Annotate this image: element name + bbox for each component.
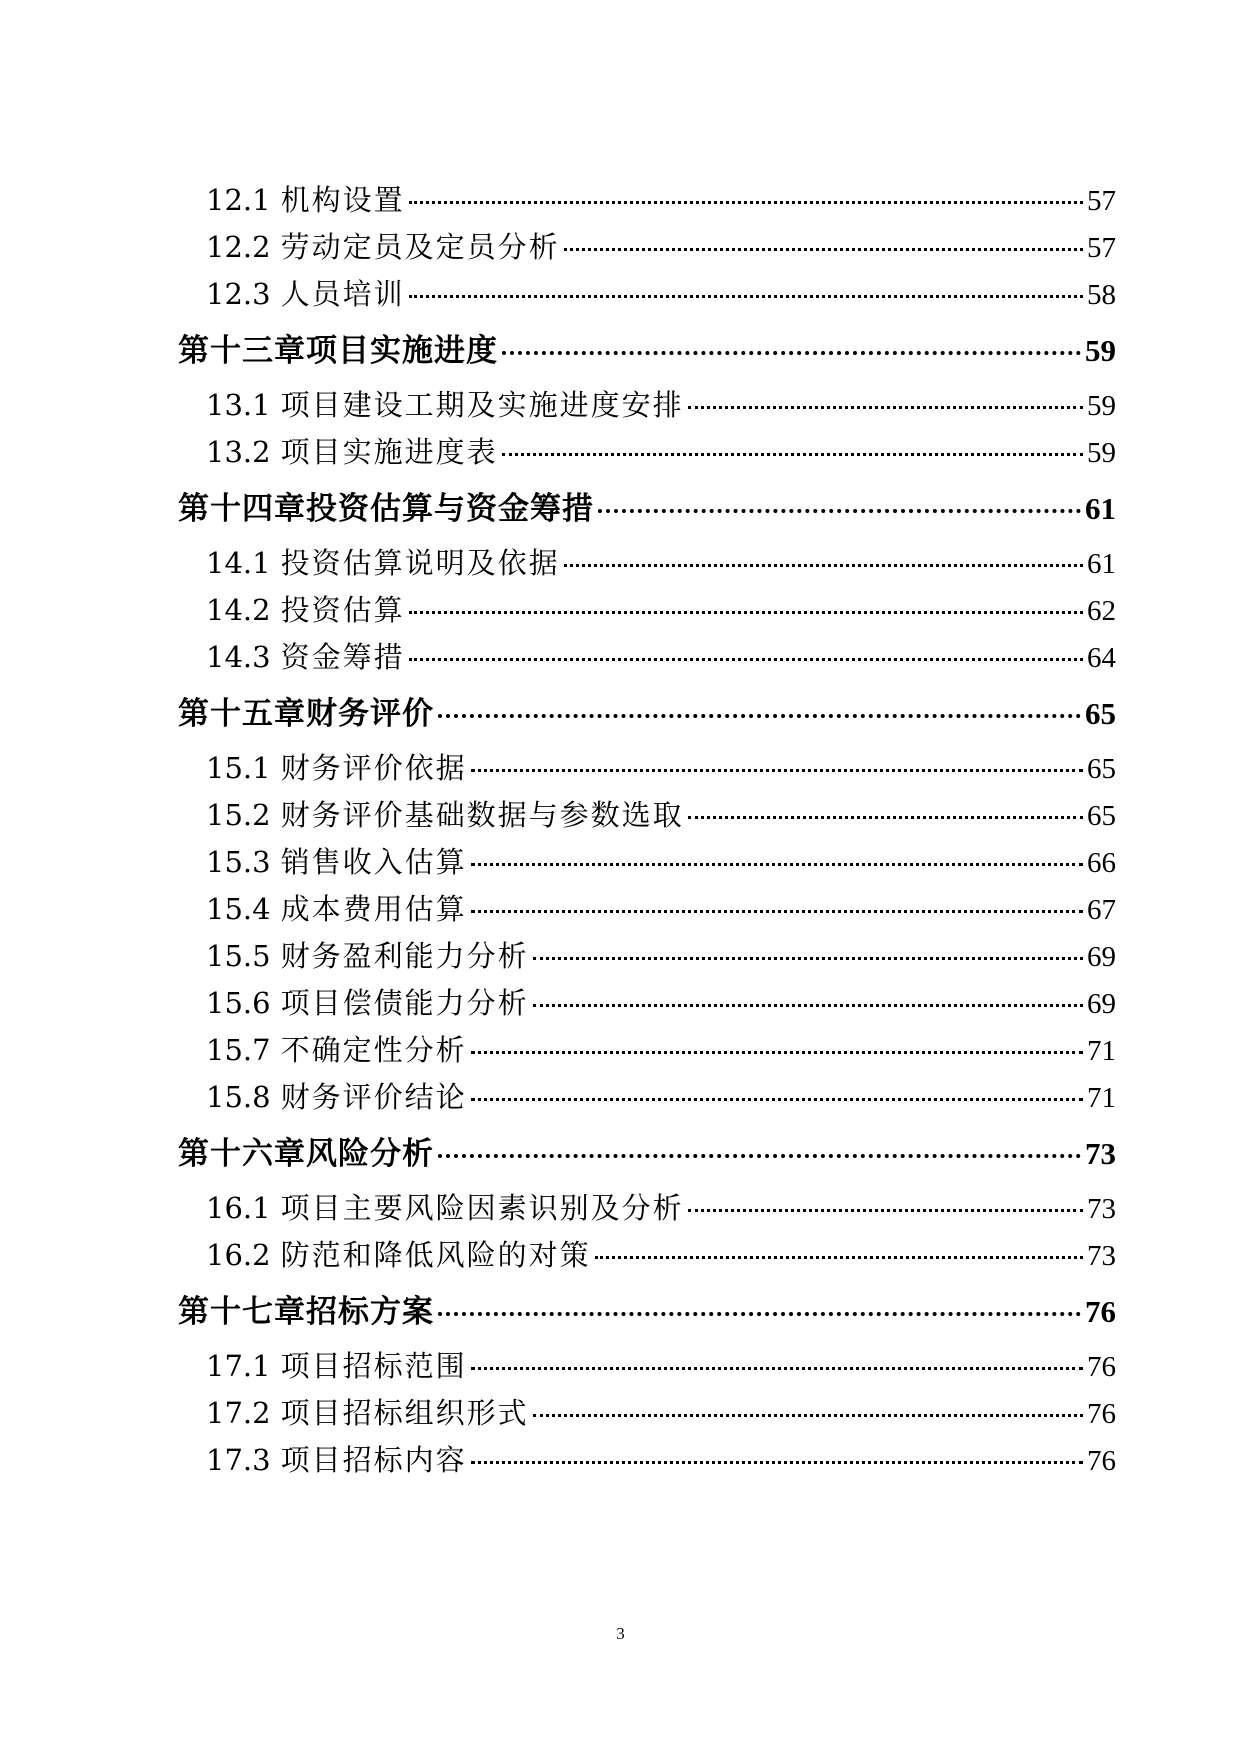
toc-entry-title: 资金筹措 xyxy=(280,640,405,674)
toc-chapter-entry[interactable] xyxy=(178,1129,1116,1179)
toc-chapter-entry[interactable] xyxy=(178,326,1116,376)
toc-entry-page: 64 xyxy=(1087,642,1116,674)
dot-leader xyxy=(471,863,1083,866)
toc-entry[interactable] xyxy=(178,177,1116,224)
toc-entry-number: 17.3 xyxy=(206,1443,271,1477)
toc-entry-number: 15.7 xyxy=(206,1033,271,1067)
toc-entry-number: 15.6 xyxy=(206,986,271,1020)
toc-entry-number: 15.2 xyxy=(206,798,271,832)
toc-entry-number: 17.1 xyxy=(206,1349,271,1383)
toc-entry-title: 投资估算说明及依据 xyxy=(280,546,560,580)
dot-leader xyxy=(533,957,1083,960)
toc-entry-page: 61 xyxy=(1087,548,1116,580)
toc-entry[interactable] xyxy=(178,1232,1116,1279)
toc-entry-number: 13.2 xyxy=(206,435,271,469)
toc-entry[interactable] xyxy=(178,792,1116,839)
toc-chapter-entry[interactable] xyxy=(178,1287,1116,1337)
toc-chapter-title: 第十七章招标方案 xyxy=(178,1294,434,1330)
dot-leader xyxy=(409,201,1083,204)
toc-entry-title: 财务评价基础数据与参数选取 xyxy=(280,798,684,832)
toc-entry-page: 66 xyxy=(1087,847,1116,879)
toc-entry-number: 14.2 xyxy=(206,593,271,627)
toc-entry[interactable] xyxy=(178,1343,1116,1390)
toc-entry-title: 劳动定员及定员分析 xyxy=(280,230,560,264)
toc-entry-number: 13.1 xyxy=(206,388,271,422)
toc-entry[interactable] xyxy=(178,587,1116,634)
toc-entry-title: 防范和降低风险的对策 xyxy=(280,1238,591,1272)
toc-entry-page: 76 xyxy=(1085,1294,1116,1329)
toc-chapter-title: 第十六章风险分析 xyxy=(178,1136,434,1172)
dot-leader xyxy=(533,1004,1083,1007)
dot-leader xyxy=(409,611,1083,614)
dot-leader xyxy=(533,1414,1083,1417)
toc-chapter-entry[interactable] xyxy=(178,484,1116,534)
toc-entry-page: 73 xyxy=(1087,1240,1116,1272)
toc-entry[interactable] xyxy=(178,1185,1116,1232)
toc-entry-page: 73 xyxy=(1087,1193,1116,1225)
dot-leader xyxy=(471,1098,1083,1101)
toc-entry[interactable] xyxy=(178,745,1116,792)
toc-entry-title: 财务盈利能力分析 xyxy=(280,939,529,973)
dot-leader xyxy=(598,509,1081,513)
dot-leader xyxy=(471,1461,1083,1464)
toc-entry-number: 14.1 xyxy=(206,546,271,580)
toc-entry[interactable] xyxy=(178,1437,1116,1484)
toc-entry-title: 人员培训 xyxy=(280,277,405,311)
toc-entry-page: 59 xyxy=(1087,437,1116,469)
toc-entry-number: 17.2 xyxy=(206,1396,271,1430)
toc-entry[interactable] xyxy=(178,634,1116,681)
toc-entry-title: 项目招标内容 xyxy=(280,1443,467,1477)
toc-entry[interactable] xyxy=(178,933,1116,980)
toc-entry-number: 12.3 xyxy=(206,277,271,311)
toc-entry-number: 12.2 xyxy=(206,230,271,264)
toc-entry-title: 项目招标范围 xyxy=(280,1349,467,1383)
toc-entry-page: 57 xyxy=(1087,232,1116,264)
toc-chapter-title: 第十四章投资估算与资金筹措 xyxy=(178,491,594,527)
dot-leader xyxy=(438,714,1081,718)
toc-entry-title: 投资估算 xyxy=(280,593,405,627)
toc-entry[interactable] xyxy=(178,382,1116,429)
toc-entry-page: 59 xyxy=(1085,333,1116,368)
dot-leader xyxy=(471,1367,1083,1370)
toc-entry-number: 12.1 xyxy=(206,183,271,217)
toc-entry-number: 16.2 xyxy=(206,1238,271,1272)
toc-entry-number: 15.4 xyxy=(206,892,271,926)
toc-entry-title: 项目偿债能力分析 xyxy=(280,986,529,1020)
dot-leader xyxy=(471,910,1083,913)
toc-entry-page: 59 xyxy=(1087,390,1116,422)
toc-entry-page: 62 xyxy=(1087,595,1116,627)
toc-entry[interactable] xyxy=(178,1390,1116,1437)
toc-entry-number: 15.8 xyxy=(206,1080,271,1114)
toc-entry-page: 58 xyxy=(1087,279,1116,311)
dot-leader xyxy=(409,658,1083,661)
page-number: 3 xyxy=(616,1624,625,1643)
toc-entry-page: 71 xyxy=(1087,1082,1116,1114)
dot-leader xyxy=(409,295,1083,298)
toc-entry-number: 16.1 xyxy=(206,1191,271,1225)
toc-entry-page: 76 xyxy=(1087,1445,1116,1477)
toc-entry[interactable] xyxy=(178,429,1116,476)
toc-entry-number: 14.3 xyxy=(206,640,271,674)
toc-entry-title: 项目招标组织形式 xyxy=(280,1396,529,1430)
dot-leader xyxy=(688,1209,1083,1212)
toc-entry-page: 67 xyxy=(1087,894,1116,926)
toc-entry-number: 15.5 xyxy=(206,939,271,973)
toc-entry-title: 项目主要风险因素识别及分析 xyxy=(280,1191,684,1225)
toc-entry-page: 69 xyxy=(1087,988,1116,1020)
toc-entry-page: 61 xyxy=(1085,491,1116,526)
toc-entry-page: 76 xyxy=(1087,1351,1116,1383)
toc-entry[interactable] xyxy=(178,839,1116,886)
toc-entry-title: 财务评价结论 xyxy=(280,1080,467,1114)
toc-entry[interactable] xyxy=(178,980,1116,1027)
dot-leader xyxy=(688,816,1083,819)
toc-entry-page: 57 xyxy=(1087,185,1116,217)
toc-entry-title: 成本费用估算 xyxy=(280,892,467,926)
toc-chapter-entry[interactable] xyxy=(178,689,1116,739)
toc-entry-page: 73 xyxy=(1085,1136,1116,1171)
toc-entry[interactable] xyxy=(178,540,1116,587)
toc-chapter-title: 第十三章项目实施进度 xyxy=(178,333,498,369)
toc-entry-page: 71 xyxy=(1087,1035,1116,1067)
toc-entry[interactable] xyxy=(178,886,1116,933)
dot-leader xyxy=(502,453,1083,456)
toc-entry-title: 项目建设工期及实施进度安排 xyxy=(280,388,684,422)
toc-entry-page: 76 xyxy=(1087,1398,1116,1430)
toc-entry-title: 不确定性分析 xyxy=(280,1033,467,1067)
dot-leader xyxy=(471,1051,1083,1054)
toc-chapter-title: 第十五章财务评价 xyxy=(178,696,434,732)
toc-entry-page: 69 xyxy=(1087,941,1116,973)
dot-leader xyxy=(438,1312,1081,1316)
dot-leader xyxy=(564,564,1083,567)
toc-entry[interactable] xyxy=(178,1027,1116,1074)
toc-entry[interactable] xyxy=(178,224,1116,271)
dot-leader xyxy=(564,248,1083,251)
toc-entry-number: 15.1 xyxy=(206,751,271,785)
toc-entry-page: 65 xyxy=(1085,696,1116,731)
toc-entry-title: 销售收入估算 xyxy=(280,845,467,879)
dot-leader xyxy=(688,406,1083,409)
toc-entry-title: 项目实施进度表 xyxy=(280,435,498,469)
dot-leader xyxy=(502,351,1081,355)
toc-entry-title: 机构设置 xyxy=(280,183,405,217)
toc-entry-number: 15.3 xyxy=(206,845,271,879)
table-of-contents xyxy=(178,177,1116,1484)
toc-entry[interactable] xyxy=(178,1074,1116,1121)
toc-entry-page: 65 xyxy=(1087,800,1116,832)
toc-entry-title: 财务评价依据 xyxy=(280,751,467,785)
dot-leader xyxy=(595,1256,1083,1259)
toc-entry-page: 65 xyxy=(1087,753,1116,785)
dot-leader xyxy=(438,1154,1081,1158)
toc-entry[interactable] xyxy=(178,271,1116,318)
dot-leader xyxy=(471,769,1083,772)
